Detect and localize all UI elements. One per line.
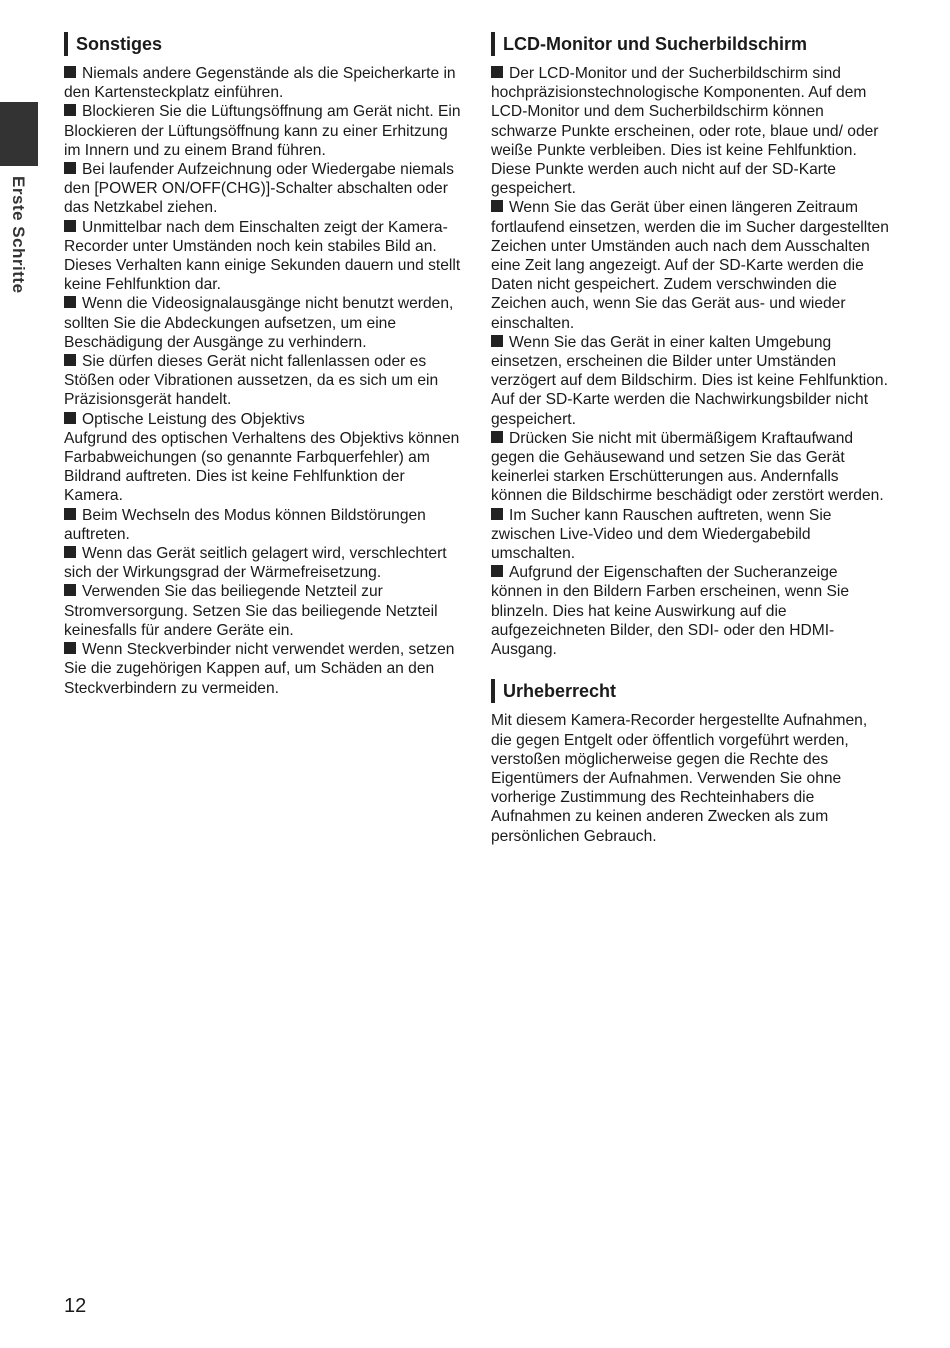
plain-paragraph: Aufgrund des optischen Verhaltens des Objektivs können Farbabweichungen (so genannte Farbquerfehler) am Bildrand auftreten. Dies ist keine Fehlfunktion der Kamera. xyxy=(64,429,460,505)
square-bullet-icon xyxy=(491,431,503,443)
bullet-paragraph: Drücken Sie nicht mit übermäßigem Kraftaufwand gegen die Gehäusewand und setzen Sie das Gerät keinerlei starken Erschütterungen aus. Andernfalls können die Bildschirme beschädigt oder zerstört werden. xyxy=(491,429,884,505)
bullet-paragraph: Beim Wechseln des Modus können Bildstörungen auftreten. xyxy=(64,506,426,543)
section-heading-lcd-monitor: LCD-Monitor und Sucherbildschirm xyxy=(491,32,891,56)
section-body-urheberrecht xyxy=(491,711,891,845)
bullet-paragraph: Niemals andere Gegenstände als die Speicherkarte in den Kartensteckplatz einführen. xyxy=(64,65,456,102)
square-bullet-icon xyxy=(64,642,76,654)
bullet-paragraph: Wenn Sie das Gerät über einen längeren Zeitraum fortlaufend einsetzen, werden die im Sucher dargestellten Zeichen unter Umständen auch nach dem Ausschalten eine Zeit lang angezeigt. Auf der SD-Karte werden die Daten nicht gespeichert. Zudem verschwinden die Zeichen auch, wenn Sie das Gerät aus- und wieder einschalten. xyxy=(491,199,889,332)
chapter-tab-marker xyxy=(0,102,38,166)
square-bullet-icon xyxy=(64,162,76,174)
left-column xyxy=(64,32,464,698)
square-bullet-icon xyxy=(64,354,76,366)
right-column xyxy=(491,32,891,846)
square-bullet-icon xyxy=(491,66,503,78)
bullet-paragraph: Wenn Steckverbinder nicht verwendet werden, setzen Sie die zugehörigen Kappen auf, um Schäden an den Steckverbindern zu vermeiden. xyxy=(64,641,455,697)
section-heading-sonstiges: Sonstiges xyxy=(64,32,464,56)
square-bullet-icon xyxy=(64,220,76,232)
bullet-paragraph: Aufgrund der Eigenschaften der Sucheranzeige können in den Bildern Farben erscheinen, wenn Sie blinzeln. Dies hat keine Auswirkung auf die aufgezeichneten Bilder, den SDI- oder den HDMI-Ausgang. xyxy=(491,564,850,659)
bullet-paragraph: Unmittelbar nach dem Einschalten zeigt der Kamera-Recorder unter Umständen noch kein stabiles Bild an. Dieses Verhalten kann einige Sekunden dauern und stellt keine Fehlfunktion dar. xyxy=(64,218,461,294)
square-bullet-icon xyxy=(491,508,503,520)
section-heading-urheberrecht: Urheberrecht xyxy=(491,679,891,703)
bullet-paragraph: Wenn das Gerät seitlich gelagert wird, verschlechtert sich der Wirkungsgrad der Wärmefreisetzung. xyxy=(64,545,447,582)
bullet-paragraph: Der LCD-Monitor und der Sucherbildschirm sind hochpräzisionstechnologische Komponenten. Auf dem LCD-Monitor und dem Sucherbildschirm können schwarze Punkte erscheinen, oder rote, blaue und/ oder weiße Punkte verbleiben. Dies ist keine Fehlfunktion. Diese Punkte werden auch nicht auf der SD-Karte gespeichert. xyxy=(491,65,879,198)
square-bullet-icon xyxy=(64,104,76,116)
section-urheberrecht xyxy=(491,679,891,845)
bullet-paragraph: Verwenden Sie das beiliegende Netzteil zur Stromversorgung. Setzen Sie das beiliegende Netzteil keinesfalls für andere Geräte ein. xyxy=(64,583,438,639)
bullet-paragraph: Blockieren Sie die Lüftungsöffnung am Gerät nicht. Ein Blockieren der Lüftungsöffnung kann zu einer Erhitzung im Innern und zu einem Brand führen. xyxy=(64,103,461,159)
bullet-paragraph: Bei laufender Aufzeichnung oder Wiedergabe niemals den [POWER ON/OFF(CHG)]-Schalter abschalten oder das Netzkabel ziehen. xyxy=(64,161,454,217)
bullet-paragraph: Optische Leistung des Objektivs xyxy=(64,410,464,429)
square-bullet-icon xyxy=(64,508,76,520)
square-bullet-icon xyxy=(491,565,503,577)
section-body-sonstiges xyxy=(64,64,464,698)
bullet-paragraph: Wenn die Videosignalausgänge nicht benutzt werden, sollten Sie die Abdeckungen aufsetzen, um eine Beschädigung der Ausgänge zu verhindern. xyxy=(64,295,454,351)
chapter-tab-label: Erste Schritte xyxy=(9,176,28,294)
square-bullet-icon xyxy=(64,412,76,424)
square-bullet-icon xyxy=(491,335,503,347)
page-number: 12 xyxy=(64,1295,87,1317)
square-bullet-icon xyxy=(64,296,76,308)
square-bullet-icon xyxy=(64,66,76,78)
section-body-lcd-monitor xyxy=(491,64,891,659)
bullet-paragraph: Sie dürfen dieses Gerät nicht fallenlassen oder es Stößen oder Vibrationen aussetzen, da es sich um ein Präzisionsgerät handelt. xyxy=(64,353,439,409)
square-bullet-icon xyxy=(491,200,503,212)
square-bullet-icon xyxy=(64,584,76,596)
copyright-paragraph: Mit diesem Kamera-Recorder hergestellte Aufnahmen, die gegen Entgelt oder öffentlich vorgeführt werden, verstoßen möglicherweise gegen die Rechte des Eigentümers der Aufnahmen. Verwenden Sie ohne vorherige Zustimmung des Rechteinhabers die Aufnahmen zu keinen anderen Zwecken als zum persönlichen Gebrauch. xyxy=(491,712,868,845)
square-bullet-icon xyxy=(64,546,76,558)
bullet-paragraph: Im Sucher kann Rauschen auftreten, wenn Sie zwischen Live-Video und dem Wiedergabebild umschalten. xyxy=(491,506,832,563)
bullet-paragraph: Wenn Sie das Gerät in einer kalten Umgebung einsetzen, erscheinen die Bilder unter Umständen verzögert auf dem Bildschirm. Dies ist keine Fehlfunktion. Auf der SD-Karte werden die Nachwirkungsbilder nicht gespeichert. xyxy=(491,333,888,428)
